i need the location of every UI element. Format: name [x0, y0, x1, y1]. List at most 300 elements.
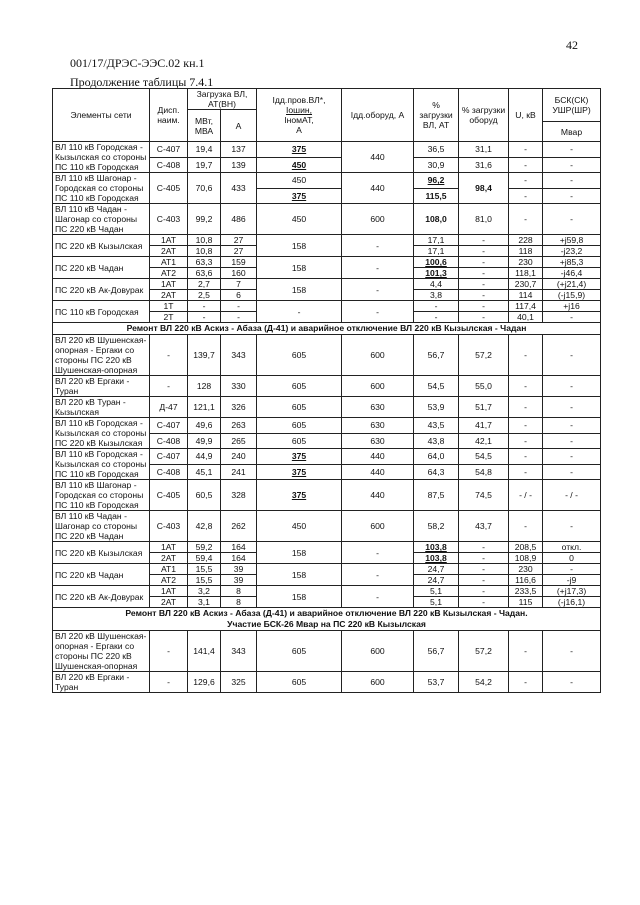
load-mw: 19,7	[188, 157, 221, 173]
element-name: ВЛ 110 кВ Шагонар - Городская со стороны ПС 110 кВ Городская	[53, 173, 150, 204]
load-mw: 121,1	[188, 397, 221, 418]
voltage: 233,5	[509, 586, 543, 597]
disp-name: 2АТ	[150, 553, 188, 564]
load-mw: 45,1	[188, 464, 221, 480]
idd-equip: -	[342, 257, 414, 279]
table-row	[53, 480, 601, 511]
pct-equip: -	[459, 586, 509, 597]
pct-line: 5,1	[414, 586, 459, 597]
pct-equip: 54,8	[459, 464, 509, 480]
load-mw: -	[188, 301, 221, 312]
voltage: 108,9	[509, 553, 543, 564]
section-heading	[53, 323, 601, 335]
header-idd-wire-line2: Iошин,	[286, 105, 313, 115]
header-idd-wire-line4: А	[296, 125, 302, 135]
load-mw: 63,6	[188, 268, 221, 279]
load-a: 240	[221, 449, 257, 465]
idd-wire-value: 375	[291, 490, 307, 500]
table-row	[53, 586, 601, 597]
disp-name: -	[150, 672, 188, 693]
idd-equip: 440	[342, 173, 414, 204]
bsk-mvar: +j59,8	[543, 235, 601, 246]
table-row	[53, 564, 601, 575]
page-number: 42	[566, 38, 578, 52]
table-row	[53, 672, 601, 693]
load-a: 241	[221, 464, 257, 480]
table-row	[53, 173, 601, 189]
load-mw: 59,2	[188, 542, 221, 553]
bsk-mvar: (+j21,4)	[543, 279, 601, 290]
table-header	[53, 89, 601, 142]
header-pct-line: % загрузки ВЛ, АТ	[414, 89, 459, 142]
pct-line: 58,2	[414, 511, 459, 542]
disp-name: АТ1	[150, 564, 188, 575]
idd-equip: -	[342, 564, 414, 586]
load-mw: 3,1	[188, 597, 221, 608]
table-body	[53, 142, 601, 693]
bsk-mvar: -	[543, 397, 601, 418]
header-disp: Дисп. наим.	[150, 89, 188, 142]
load-mw: 59,4	[188, 553, 221, 564]
load-mw: 49,9	[188, 433, 221, 449]
bsk-mvar: -	[543, 631, 601, 672]
section-heading	[53, 608, 601, 631]
pct-line	[414, 173, 459, 189]
voltage: -	[509, 397, 543, 418]
idd-wire: 450	[257, 204, 342, 235]
idd-equip: 600	[342, 631, 414, 672]
pct-line: -	[414, 312, 459, 323]
voltage: -	[509, 433, 543, 449]
element-name: ПС 220 кВ Кызылская	[53, 235, 150, 257]
element-name: ПС 220 кВ Ак-Довурак	[53, 586, 150, 608]
pct-line: 53,9	[414, 397, 459, 418]
pct-line-value: 103,8	[425, 553, 447, 563]
load-mw: 44,9	[188, 449, 221, 465]
table-row	[53, 235, 601, 246]
voltage: 118,1	[509, 268, 543, 279]
idd-wire: 605	[257, 631, 342, 672]
load-a: 7	[221, 279, 257, 290]
load-a: 265	[221, 433, 257, 449]
voltage: 117,4	[509, 301, 543, 312]
load-a: 326	[221, 397, 257, 418]
section-title	[53, 323, 601, 335]
pct-line: 3,8	[414, 290, 459, 301]
idd-wire: 158	[257, 235, 342, 257]
section-title-line: Участие БСК-26 Мвар на ПС 220 кВ Кызылская	[227, 619, 426, 629]
header-elements: Элементы сети	[53, 89, 150, 142]
voltage: 230	[509, 257, 543, 268]
pct-equip: -	[459, 597, 509, 608]
voltage: -	[509, 188, 543, 204]
bsk-mvar: (+j17,3)	[543, 586, 601, 597]
pct-equip: -	[459, 542, 509, 553]
load-mw: 70,6	[188, 173, 221, 204]
load-mw: 10,8	[188, 235, 221, 246]
disp-name: 2АТ	[150, 290, 188, 301]
bsk-mvar: (-j16,1)	[543, 597, 601, 608]
header-mw: МВт, МВА	[188, 110, 221, 142]
disp-name: -	[150, 335, 188, 376]
section-title-line: Ремонт ВЛ 220 кВ Аскиз - Абаза (Д-41) и аварийное отключение ВЛ 220 кВ Кызылская - Чадан	[126, 323, 527, 333]
pct-equip: 54,2	[459, 672, 509, 693]
pct-equip: 54,5	[459, 449, 509, 465]
bsk-mvar: 0	[543, 553, 601, 564]
pct-line: 56,7	[414, 335, 459, 376]
table-row	[53, 542, 601, 553]
load-a: 137	[221, 142, 257, 158]
header-u: U, кВ	[509, 89, 543, 142]
idd-equip: 600	[342, 204, 414, 235]
idd-equip: 600	[342, 376, 414, 397]
load-mw: -	[188, 312, 221, 323]
table-row	[53, 204, 601, 235]
element-name: ВЛ 220 кВ Шушенская-опорная - Ергаки со стороны ПС 220 кВ Шушенская-опорная	[53, 631, 150, 672]
idd-wire: 158	[257, 257, 342, 279]
load-a: 139	[221, 157, 257, 173]
voltage: -	[509, 335, 543, 376]
idd-equip: 600	[342, 335, 414, 376]
bsk-mvar: - / -	[543, 480, 601, 511]
idd-wire-value: 375	[291, 451, 307, 462]
document-code: 001/17/ДРЭС-ЭЭС.02 кн.1	[70, 56, 205, 70]
idd-equip: 440	[342, 142, 414, 173]
disp-name: С-407	[150, 142, 188, 158]
pct-equip: 41,7	[459, 418, 509, 434]
load-mw: 10,8	[188, 246, 221, 257]
load-mw: 129,6	[188, 672, 221, 693]
bsk-mvar: откл.	[543, 542, 601, 553]
bsk-mvar: -	[543, 672, 601, 693]
table-row	[53, 631, 601, 672]
pct-line: 56,7	[414, 631, 459, 672]
pct-equip-value: 98,4	[475, 183, 492, 193]
header-idd-equip: Iдд.оборуд, А	[342, 89, 414, 142]
idd-equip: 600	[342, 511, 414, 542]
bsk-mvar: -j9	[543, 575, 601, 586]
idd-equip: -	[342, 586, 414, 608]
bsk-mvar: -	[543, 142, 601, 158]
bsk-mvar: -	[543, 173, 601, 189]
disp-name: -	[150, 631, 188, 672]
table-row	[53, 257, 601, 268]
disp-name: 2Т	[150, 312, 188, 323]
idd-wire-value: 375	[291, 466, 307, 477]
pct-line: 36,5	[414, 142, 459, 158]
voltage: -	[509, 631, 543, 672]
pct-line-value: 96,2	[427, 175, 445, 186]
load-a: 343	[221, 631, 257, 672]
voltage: -	[509, 142, 543, 158]
idd-equip: 600	[342, 672, 414, 693]
disp-name: С-408	[150, 157, 188, 173]
disp-name: АТ2	[150, 575, 188, 586]
table-row	[53, 418, 601, 434]
bsk-mvar: -	[543, 511, 601, 542]
idd-wire: 158	[257, 564, 342, 586]
idd-wire	[257, 157, 342, 173]
load-a: 343	[221, 335, 257, 376]
element-name: ВЛ 110 кВ Городская - Кызылская со стороны ПС 110 кВ Городская	[53, 142, 150, 173]
load-a: 160	[221, 268, 257, 279]
pct-line: 87,5	[414, 480, 459, 511]
header-pct-equip: % загрузки оборуд	[459, 89, 509, 142]
element-name: ПС 220 кВ Чадан	[53, 257, 150, 279]
disp-name: С-405	[150, 173, 188, 204]
disp-name: С-408	[150, 433, 188, 449]
load-a: 8	[221, 586, 257, 597]
idd-equip: -	[342, 301, 414, 323]
pct-equip: 57,2	[459, 631, 509, 672]
voltage: 40,1	[509, 312, 543, 323]
load-a: 325	[221, 672, 257, 693]
bsk-mvar: -j46,4	[543, 268, 601, 279]
pct-line: 43,8	[414, 433, 459, 449]
pct-equip: 31,6	[459, 157, 509, 173]
load-mw: 2,7	[188, 279, 221, 290]
element-name: ВЛ 110 кВ Чадан - Шагонар со стороны ПС 220 кВ Чадан	[53, 204, 150, 235]
voltage: -	[509, 672, 543, 693]
disp-name: -	[150, 376, 188, 397]
pct-line: 64,3	[414, 464, 459, 480]
idd-wire-value: 375	[291, 190, 307, 201]
element-name: ВЛ 220 кВ Ергаки - Туран	[53, 376, 150, 397]
pct-equip: -	[459, 575, 509, 586]
disp-name: 2АТ	[150, 246, 188, 257]
voltage: -	[509, 173, 543, 189]
load-mw: 15,5	[188, 575, 221, 586]
element-name: ПС 220 кВ Ак-Довурак	[53, 279, 150, 301]
bsk-mvar: -	[543, 157, 601, 173]
idd-wire: 605	[257, 418, 342, 434]
bsk-mvar: +j85,3	[543, 257, 601, 268]
voltage: -	[509, 157, 543, 173]
bsk-mvar: -	[543, 376, 601, 397]
element-name: ВЛ 110 кВ Городская - Кызылская со стороны ПС 110 кВ Городская	[53, 449, 150, 480]
table-row	[53, 511, 601, 542]
element-name: ВЛ 110 кВ Чадан - Шагонар со стороны ПС 220 кВ Чадан	[53, 511, 150, 542]
bsk-mvar: -	[543, 464, 601, 480]
bsk-mvar: -	[543, 564, 601, 575]
pct-line: 4,4	[414, 279, 459, 290]
pct-equip: -	[459, 312, 509, 323]
element-name: ВЛ 110 кВ Городская - Кызылская со стороны ПС 220 кВ Кызылская	[53, 418, 150, 449]
disp-name: 1АТ	[150, 235, 188, 246]
voltage: -	[509, 204, 543, 235]
pct-line: 17,1	[414, 246, 459, 257]
load-mw: 139,7	[188, 335, 221, 376]
bsk-mvar: -	[543, 433, 601, 449]
idd-equip: 440	[342, 449, 414, 465]
idd-equip: 440	[342, 480, 414, 511]
element-name: ПС 110 кВ Городская	[53, 301, 150, 323]
pct-equip: -	[459, 246, 509, 257]
load-a: 164	[221, 553, 257, 564]
load-a: 486	[221, 204, 257, 235]
pct-equip: 51,7	[459, 397, 509, 418]
bsk-mvar: -	[543, 312, 601, 323]
load-a: 27	[221, 235, 257, 246]
idd-equip: -	[342, 235, 414, 257]
load-mw: 19,4	[188, 142, 221, 158]
load-a: 39	[221, 575, 257, 586]
voltage: -	[509, 449, 543, 465]
voltage: 115	[509, 597, 543, 608]
disp-name: 1АТ	[150, 279, 188, 290]
voltage: -	[509, 376, 543, 397]
idd-wire: 605	[257, 433, 342, 449]
header-idd-wire	[257, 89, 342, 142]
element-name: ВЛ 220 кВ Ергаки - Туран	[53, 672, 150, 693]
idd-wire	[257, 480, 342, 511]
bsk-mvar: -	[543, 418, 601, 434]
voltage: - / -	[509, 480, 543, 511]
bsk-mvar: +j16	[543, 301, 601, 312]
voltage: 208,5	[509, 542, 543, 553]
element-name: ВЛ 220 кВ Шушенская-опорная - Ергаки со стороны ПС 220 кВ Шушенская-опорная	[53, 335, 150, 376]
bsk-mvar: (-j15,9)	[543, 290, 601, 301]
pct-equip: 57,2	[459, 335, 509, 376]
pct-line: 43,5	[414, 418, 459, 434]
pct-equip: 74,5	[459, 480, 509, 511]
element-name: ПС 220 кВ Чадан	[53, 564, 150, 586]
pct-line	[414, 268, 459, 279]
bsk-mvar: -j23,2	[543, 246, 601, 257]
bsk-mvar: -	[543, 335, 601, 376]
table-row	[53, 335, 601, 376]
idd-wire	[257, 142, 342, 158]
table-row	[53, 279, 601, 290]
disp-name: 1АТ	[150, 542, 188, 553]
idd-wire: 605	[257, 376, 342, 397]
table-row	[53, 449, 601, 465]
load-mw: 15,5	[188, 564, 221, 575]
idd-wire: -	[257, 301, 342, 323]
load-a: 330	[221, 376, 257, 397]
pct-line-value: 108,0	[425, 214, 447, 224]
disp-name: С-403	[150, 204, 188, 235]
idd-wire: 450	[257, 511, 342, 542]
pct-line	[414, 204, 459, 235]
load-mw: 128	[188, 376, 221, 397]
pct-line: 24,7	[414, 575, 459, 586]
pct-equip: -	[459, 553, 509, 564]
idd-equip: 440	[342, 464, 414, 480]
idd-wire: 605	[257, 397, 342, 418]
load-mw: 42,8	[188, 511, 221, 542]
pct-equip: 55,0	[459, 376, 509, 397]
header-load-group: Загрузка ВЛ, АТ(ВН)	[188, 89, 257, 110]
section-title	[53, 608, 601, 631]
load-mw: 141,4	[188, 631, 221, 672]
idd-wire: 158	[257, 279, 342, 301]
bsk-mvar: -	[543, 449, 601, 465]
idd-wire-value: 450	[291, 159, 307, 170]
header-idd-wire-line3: IномАТ,	[284, 115, 314, 125]
pct-equip: -	[459, 268, 509, 279]
pct-line	[414, 188, 459, 204]
load-a: 27	[221, 246, 257, 257]
idd-wire	[257, 449, 342, 465]
pct-line-value: 101,3	[425, 268, 447, 278]
pct-line: -	[414, 301, 459, 312]
voltage: 230	[509, 564, 543, 575]
pct-line: 24,7	[414, 564, 459, 575]
load-a: -	[221, 312, 257, 323]
pct-equip: 43,7	[459, 511, 509, 542]
pct-line	[414, 257, 459, 268]
header-bsk: БСК(СК) УШР(ШР)	[543, 89, 601, 122]
pct-line-value: 103,8	[425, 542, 447, 552]
pct-line	[414, 542, 459, 553]
load-mw: 63,3	[188, 257, 221, 268]
load-mw: 49,6	[188, 418, 221, 434]
voltage: 116,6	[509, 575, 543, 586]
table-row	[53, 397, 601, 418]
pct-line-value: 115,5	[425, 190, 447, 201]
pct-equip: -	[459, 235, 509, 246]
pct-equip: 81,0	[459, 204, 509, 235]
idd-wire	[257, 188, 342, 204]
pct-equip: -	[459, 257, 509, 268]
voltage: -	[509, 511, 543, 542]
load-a: 263	[221, 418, 257, 434]
disp-name: Д-47	[150, 397, 188, 418]
load-a: 6	[221, 290, 257, 301]
pct-line: 64,0	[414, 449, 459, 465]
disp-name: С-405	[150, 480, 188, 511]
load-mw: 3,2	[188, 586, 221, 597]
pct-line: 5,1	[414, 597, 459, 608]
bsk-mvar: -	[543, 204, 601, 235]
voltage: 230,7	[509, 279, 543, 290]
table-row	[53, 301, 601, 312]
pct-line-value: 100,6	[425, 257, 447, 267]
idd-equip: -	[342, 279, 414, 301]
header-mvar: Мвар	[543, 122, 601, 142]
load-a: 433	[221, 173, 257, 204]
disp-name: С-408	[150, 464, 188, 480]
idd-equip: -	[342, 542, 414, 564]
pct-line: 17,1	[414, 235, 459, 246]
section-title-line: Ремонт ВЛ 220 кВ Аскиз - Абаза (Д-41) и аварийное отключение ВЛ 220 кВ Кызылская - Чадан.	[125, 608, 528, 618]
idd-equip: 630	[342, 397, 414, 418]
load-a: 328	[221, 480, 257, 511]
pct-equip: -	[459, 279, 509, 290]
idd-wire: 605	[257, 335, 342, 376]
voltage: 228	[509, 235, 543, 246]
pct-equip	[459, 173, 509, 204]
disp-name: 1Т	[150, 301, 188, 312]
idd-wire: 158	[257, 586, 342, 608]
load-flow-table	[52, 88, 601, 693]
element-name: ВЛ 110 кВ Шагонар - Городская со стороны ПС 110 кВ Городская	[53, 480, 150, 511]
pct-equip: -	[459, 564, 509, 575]
voltage: 114	[509, 290, 543, 301]
idd-wire: 158	[257, 542, 342, 564]
header-idd-wire-line1: Iдд.пров.ВЛ*,	[272, 95, 326, 105]
bsk-mvar: -	[543, 188, 601, 204]
load-mw: 60,5	[188, 480, 221, 511]
disp-name: 2АТ	[150, 597, 188, 608]
pct-line: 53,7	[414, 672, 459, 693]
load-a: 8	[221, 597, 257, 608]
voltage: 118	[509, 246, 543, 257]
idd-equip: 630	[342, 433, 414, 449]
load-mw: 2,5	[188, 290, 221, 301]
load-a: -	[221, 301, 257, 312]
